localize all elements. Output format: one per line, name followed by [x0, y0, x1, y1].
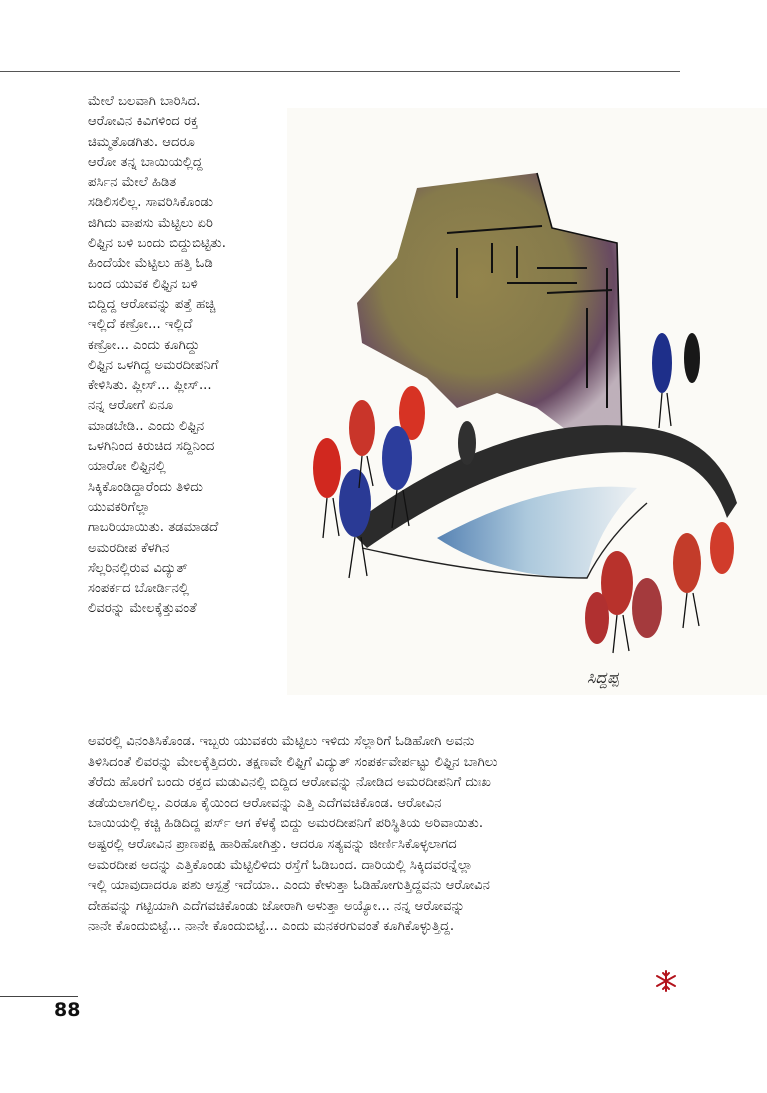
text-line: ಜಿಗಿದು ವಾಪಸು ಮೆಟ್ಟಿಲು ಏರಿ [88, 215, 213, 231]
text-line: ಆರೋ ತನ್ನ ಬಾಯಿಯಲ್ಲಿದ್ದ [88, 154, 203, 170]
text-line: ತಿಳಿಸಿದಂತೆ ಲಿವರನ್ನು ಮೇಲಕ್ಕೆತ್ತಿದರು. ತಕ್ಷಣವೇ ಲಿಫ್ಟಿಗೆ ವಿದ್ಯುತ್ ಸಂಪರ್ಕವೇರ್ಪಟ್ಟು ಲಿಫ್ಟಿನ ಬಾಗಿಲು [88, 754, 498, 770]
text-line: ಕಣ್ರೋ... ಎಂದು ಕೂಗಿದ್ದು [88, 337, 200, 353]
text-line: ಅವರಲ್ಲಿ ವಿನಂತಿಸಿಕೊಂಡ. ಇಬ್ಬರು ಯುವಕರು ಮೆಟ್ಟಿಲು ಇಳಿದು ಸೆಲ್ಲಾರಿಗೆ ಓಡಿಹೋಗಿ ಅವನು [88, 734, 475, 749]
text-line: ಯಾರೋ ಲಿಫ್ಟಿನಲ್ಲಿ [88, 459, 166, 475]
text-line: ಮಾಡಬೇಡಿ.. ಎಂದು ಲಿಫ್ಟಿನ [88, 418, 205, 434]
text-line: ಇಲ್ಲಿದೆ ಕಣ್ರೋ... ಇಲ್ಲಿದೆ [88, 317, 193, 333]
footer-rule [0, 996, 78, 997]
story-illustration [287, 108, 767, 695]
text-line: ಪರ್ಸಿನ ಮೇಲೆ ಹಿಡಿತ [88, 175, 177, 191]
snowflake-icon [655, 970, 677, 992]
text-line: ಅಮರದೀಪ ಅದನ್ನು ಎತ್ತಿಕೊಂಡು ಮೆಟ್ಟಿಲಿಳಿದು ರಸ್ತೆಗೆ ಓಡಿಬಂದ. ದಾರಿಯಲ್ಲಿ ಸಿಕ್ಕಿದವರನ್ನೆಲ್ಲಾ [88, 857, 473, 873]
text-line: ಯುವಕರಿಗೆಲ್ಲಾ [88, 499, 151, 515]
header-rule [0, 71, 680, 72]
text-line: ಬಾಯಿಯಲ್ಲಿ ಕಚ್ಚಿ ಹಿಡಿದಿದ್ದ ಪರ್ಸ್ ಆಗ ಕೆಳಕ್ಕೆ ಬಿದ್ದು ಅಮರದೀಪನಿಗೆ ಪರಿಸ್ಥಿತಿಯ ಅರಿವಾಯಿತು. [88, 816, 484, 832]
text-line: ಸಂಪರ್ಕದ ಬೋರ್ಡಿನಲ್ಲಿ [88, 581, 189, 597]
page-number: 88 [54, 999, 81, 1021]
text-line: ದೇಹವನ್ನು ಗಟ್ಟಿಯಾಗಿ ಎದೆಗವಚಿಕೊಂಡು ಜೋರಾಗಿ ಅಳುತ್ತಾ ಅಯ್ಯೋ... ನನ್ನ ಆರೋವನ್ನು [88, 898, 465, 914]
text-line: ಹಿಂದೆಯೇ ಮೆಟ್ಟಿಲು ಹತ್ತಿ ಓಡಿ [88, 256, 213, 272]
text-line: ನಾನೇ ಕೊಂದುಬಿಟ್ಟೆ... ನಾನೇ ಕೊಂದುಬಿಟ್ಟೆ... ಎಂದು ಮನಕರಗುವಂತೆ ಕೂಗಿಕೊಳ್ಳುತ್ತಿದ್ದ. [88, 919, 455, 935]
text-line: ಸಡಿಲಿಸಲಿಲ್ಲ. ಸಾವರಿಸಿಕೊಂಡು [88, 195, 214, 211]
body-text-wide-column [88, 732, 688, 938]
text-line: ಬಿದ್ದಿದ್ದ ಆರೋವನ್ನು ಪತ್ತೆ ಹಚ್ಚಿ [88, 296, 216, 312]
text-line: ಲಿಫ್ಟಿನ ಬಳಿ ಬಂದು ಬಿದ್ದುಬಿಟ್ಟಿತು. [88, 236, 226, 252]
text-line: ತೆರೆದು ಹೊರಗೆ ಬಂದು ರಕ್ತದ ಮಡುವಿನಲ್ಲಿ ಬಿದ್ದಿದ ಆರೋವನ್ನು ನೋಡಿದ ಅಮರದೀಪನಿಗೆ ದುಃಖ [88, 775, 491, 791]
watercolor-illustration-svg [287, 108, 767, 695]
text-line: ಲಿಫ್ಟಿನ ಒಳಗಿದ್ದ ಅಮರದೀಪನಿಗೆ [88, 357, 219, 373]
text-line: ನನ್ನ ಆರೋಗೆ ಏನೂ [88, 398, 174, 414]
text-line: ಸಿಕ್ಕಿಕೊಂಡಿದ್ದಾರೆಂದು ತಿಳಿದು [88, 479, 203, 495]
text-line: ಅಮರದೀಪ ಕೆಳಗಿನ [88, 540, 170, 556]
body-text-narrow-column [88, 92, 293, 620]
artist-signature: ಸಿದ್ದಪ್ಪ [587, 668, 619, 687]
text-line: ಮೇಲೆ ಬಲವಾಗಿ ಬಾರಿಸಿದ. [88, 94, 201, 109]
text-line: ಆರೋವಿನ ಕಿವಿಗಳಿಂದ ರಕ್ತ [88, 114, 199, 130]
text-line: ಲಿವರನ್ನು ಮೇಲಕ್ಕೆತ್ತುವಂತೆ [88, 601, 197, 617]
text-line: ಕೇಳಿಸಿತು. ಪ್ಲೀಸ್... ಪ್ಲೀಸ್... [88, 378, 212, 394]
building-wash [357, 173, 622, 438]
text-line: ಸೆಲ್ಲರಿನಲ್ಲಿರುವ ವಿದ್ಯುತ್ [88, 560, 188, 576]
text-line: ಒಳಗಿನಿಂದ ಕಿರುಚಿದ ಸದ್ದಿನಿಂದ [88, 439, 215, 455]
text-line: ಅಷ್ಟರಲ್ಲಿ ಆರೋವಿನ ಪ್ರಾಣಪಕ್ಷಿ ಹಾರಿಹೋಗಿತ್ತು. ಆದರೂ ಸತ್ಯವನ್ನು ಜೀರ್ಣಿಸಿಕೊಳ್ಳಲಾಗದ [88, 836, 457, 852]
text-line: ಚಿಮ್ಮತೊಡಗಿತು. ಆದರೂ [88, 134, 195, 150]
text-line: ಇಲ್ಲಿ ಯಾವುದಾದರೂ ಪಶು ಆಸ್ಪತ್ರೆ ಇದೆಯಾ.. ಎಂದು ಕೇಳುತ್ತಾ ಓಡಿಹೋಗುತ್ತಿದ್ದವನು ಆರೋವಿನ [88, 878, 490, 894]
text-line: ಬಂದ ಯುವಕ ಲಿಫ್ಟಿನ ಬಳಿ [88, 276, 198, 292]
text-line: ಗಾಬರಿಯಾಯಿತು. ತಡಮಾಡದೆ [88, 520, 219, 536]
text-line: ತಡೆಯಲಾಗಲಿಲ್ಲ. ಎರಡೂ ಕೈಯಿಂದ ಆರೋವನ್ನು ಎತ್ತಿ ಎದೆಗವಚಿಕೊಂಡ. ಆರೋವಿನ [88, 795, 442, 811]
